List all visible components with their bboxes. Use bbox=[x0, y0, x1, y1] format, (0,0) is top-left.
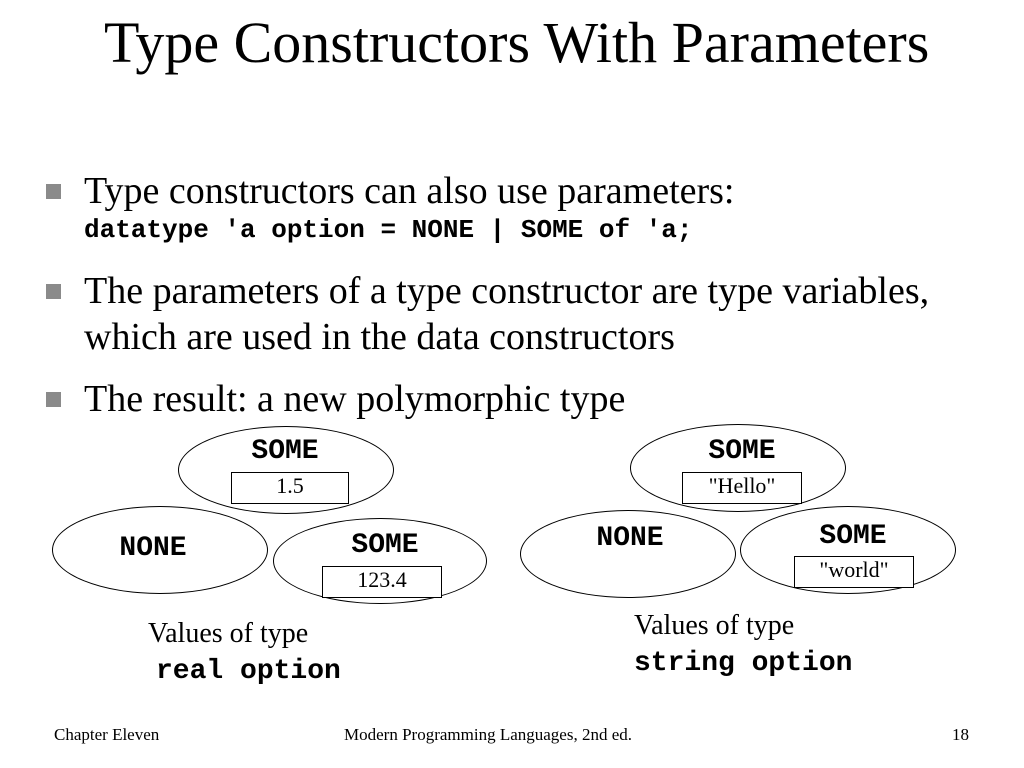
page-number: 18 bbox=[952, 725, 969, 744]
footer-book-title: Modern Programming Languages, 2nd ed. bbox=[344, 725, 632, 744]
bullet-text: The result: a new polymorphic type bbox=[84, 378, 626, 420]
constructor-label: NONE bbox=[119, 533, 187, 564]
bullet-item bbox=[46, 376, 625, 422]
bullet-item bbox=[46, 268, 1006, 360]
type-name: string option bbox=[634, 648, 853, 679]
bullet-item bbox=[46, 168, 735, 246]
value-box: "Hello" bbox=[682, 472, 802, 504]
constructor-label: SOME bbox=[351, 530, 419, 561]
constructor-label: SOME bbox=[819, 521, 887, 552]
type-name: real option bbox=[156, 656, 341, 687]
constructor-label: SOME bbox=[708, 436, 776, 467]
bullet-text: Type constructors can also use parameters: bbox=[84, 170, 735, 212]
square-bullet-icon bbox=[46, 184, 61, 199]
value-box: 1.5 bbox=[231, 472, 349, 504]
value-box: "world" bbox=[794, 556, 914, 588]
constructor-label: SOME bbox=[251, 436, 319, 467]
caption-text: Values of type bbox=[634, 610, 795, 641]
code-snippet: datatype 'a option = NONE | SOME of 'a; bbox=[84, 215, 693, 245]
caption-text: Values of type bbox=[148, 618, 309, 649]
constructor-label: NONE bbox=[596, 523, 664, 554]
diagram-caption bbox=[148, 616, 341, 692]
diagram-caption bbox=[634, 608, 852, 684]
slide-title: Type Constructors With Parameters bbox=[104, 10, 930, 75]
square-bullet-icon bbox=[46, 392, 61, 407]
value-box: 123.4 bbox=[322, 566, 442, 598]
square-bullet-icon bbox=[46, 284, 61, 299]
bullet-text: The parameters of a type constructor are type variables, which are used in the data constructors bbox=[84, 270, 930, 358]
footer-chapter: Chapter Eleven bbox=[54, 725, 160, 744]
